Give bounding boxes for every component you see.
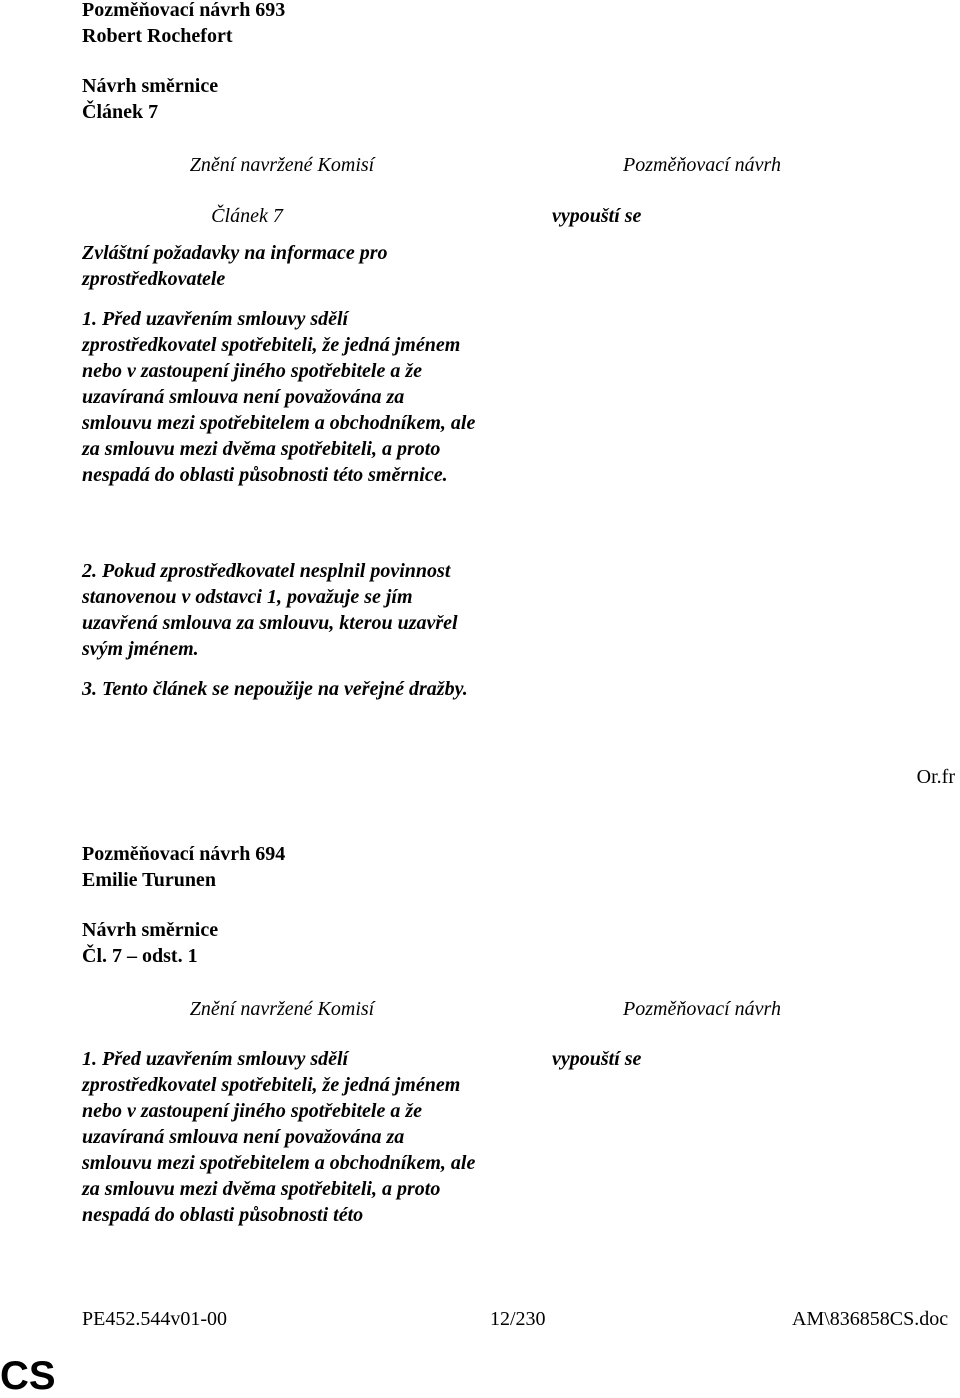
paragraph-1-second-text: 1. Před uzavřením smlouvy sdělí zprostředkovatel spotřebiteli, že jedná jménem nebo v zastoupení jiného spotřebitele a že uzavíraná smlouva není považována za smlouvu mezi spotřebitelem a obchodníkem, ale za smlouvu mezi dvěma spotřebiteli, a proto nespadá do oblasti působnosti této	[82, 1048, 476, 1226]
left-article-title: Článek 7	[211, 205, 283, 227]
paragraph-3	[82, 676, 477, 702]
proposal-label-2: Návrh směrnice	[82, 919, 219, 941]
paragraph-1-second	[82, 1046, 477, 1228]
proposal-label: Návrh směrnice	[82, 75, 219, 97]
column-header-commission: Znění navržené Komisí	[189, 154, 375, 176]
left-article-heading	[82, 240, 452, 292]
language-code: CS	[0, 1354, 56, 1398]
paragraph-1	[82, 306, 477, 488]
article-ref-2: Čl. 7 – odst. 1	[82, 945, 198, 967]
amendment-title-2: Pozměňovací návrh 694	[82, 843, 286, 865]
heading-text: Zvláštní požadavky na informace pro zprostředkovatele	[82, 242, 388, 290]
right-deletion-text: vypouští se	[552, 205, 642, 227]
amendment-author: Robert Rochefort	[82, 25, 233, 47]
article-ref: Článek 7	[82, 101, 159, 123]
footer-file-name: AM\836858CS.doc	[792, 1308, 949, 1330]
amendment-author-2: Emilie Turunen	[82, 869, 216, 891]
column-header-amendment: Pozměňovací návrh	[623, 154, 781, 176]
column-header-amendment-2: Pozměňovací návrh	[623, 998, 781, 1020]
paragraph-1-text: 1. Před uzavřením smlouvy sdělí zprostředkovatel spotřebiteli, že jedná jménem nebo v zastoupení jiného spotřebitele a že uzavíraná smlouva není považována za smlouvu mezi spotřebitelem a obchodníkem, ale za smlouvu mezi dvěma spotřebiteli, a proto nespadá do oblasti působnosti této směrnice.	[82, 308, 476, 486]
footer-doc-ref: PE452.544v01-00	[82, 1308, 227, 1330]
right-deletion-text-2: vypouští se	[552, 1048, 642, 1070]
paragraph-3-text: 3. Tento článek se nepoužije na veřejné dražby.	[82, 678, 468, 700]
original-language: Or.fr	[916, 766, 955, 788]
paragraph-2	[82, 558, 477, 662]
column-header-commission-2: Znění navržené Komisí	[189, 998, 375, 1020]
footer-page-number: 12/230	[490, 1308, 546, 1330]
paragraph-2-text: 2. Pokud zprostředkovatel nesplnil povinnost stanovenou v odstavci 1, považuje se jím uzavřená smlouva za smlouvu, kterou uzavřel svým jménem.	[82, 560, 458, 660]
amendment-title: Pozměňovací návrh 693	[82, 0, 286, 21]
